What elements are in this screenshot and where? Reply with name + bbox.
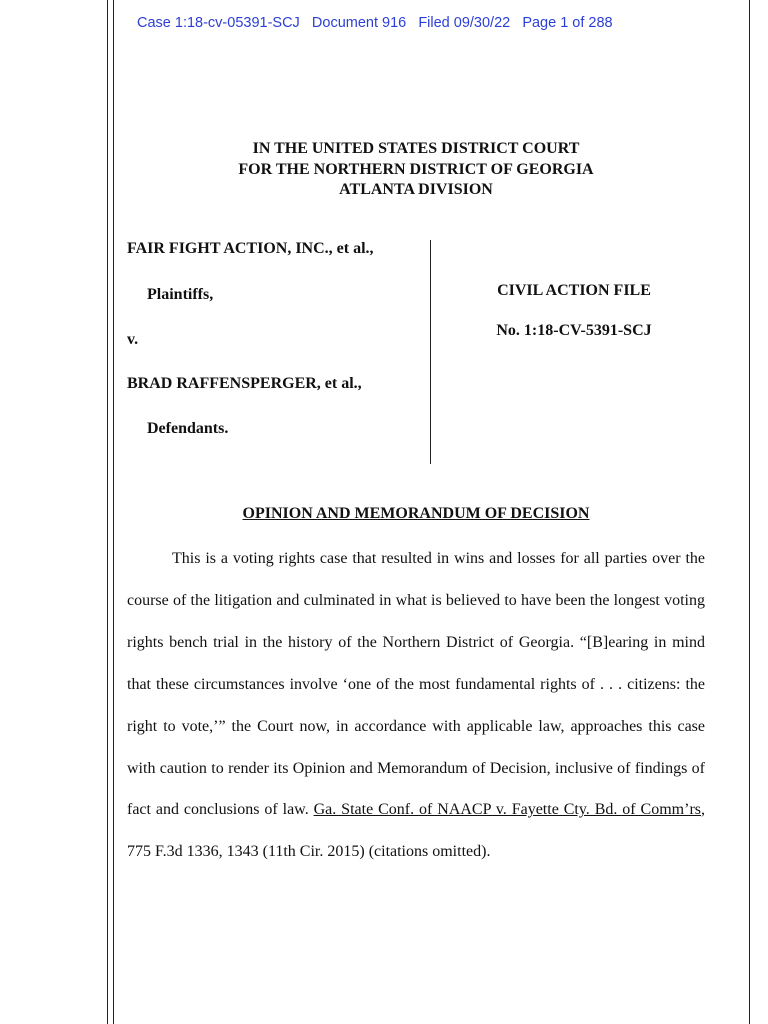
- plaintiff-role: Plaintiffs,: [147, 286, 214, 303]
- page-edge-left-inner: [113, 0, 114, 1024]
- opening-paragraph: [127, 538, 705, 873]
- citation-reporter: , 775 F.3d 1336, 1343 (11th Cir. 2015) (citations omitted).: [127, 801, 705, 861]
- versus: v.: [127, 331, 139, 348]
- defendant-name: BRAD RAFFENSPERGER, et al.,: [127, 375, 362, 392]
- opinion-body: [127, 538, 705, 873]
- stamp-page: Page 1 of 288: [522, 15, 613, 31]
- caption-divider: [430, 240, 431, 464]
- stamp-document: Document 916: [311, 15, 407, 31]
- court-line-3: ATLANTA DIVISION: [339, 181, 493, 198]
- defendant-role: Defendants.: [147, 420, 229, 437]
- paragraph-text: This is a voting rights case that resulted in wins and losses for all parties over the course of the litigation and culminated in what is believed to have been the longest voting rights bench trial in the history of the Northern District of Georgia. “[B]earing in mind that these circumstances involve ‘one of the most fundamental rights of . . . citizens: the right to vote,’” the Court now, in accordance with applicable law, approaches this case with caution to render its Opinion and Memorandum of Decision, inclusive of findings of fact and conclusions of law.: [127, 550, 705, 819]
- court-line-2: FOR THE NORTHERN DISTRICT OF GEORGIA: [238, 160, 594, 178]
- filing-header-stamp: [137, 15, 613, 31]
- plaintiff-name: FAIR FIGHT ACTION, INC., et al.,: [127, 240, 374, 257]
- stamp-filed: Filed 09/30/22: [418, 15, 511, 31]
- case-citation: Ga. State Conf. of NAACP v. Fayette Cty. Bd. of Comm’rs: [313, 801, 701, 819]
- court-line-1: IN THE UNITED STATES DISTRICT COURT: [252, 140, 580, 157]
- court-heading: [128, 139, 704, 201]
- page-edge-right: [749, 0, 750, 1024]
- case-number: No. 1:18-CV-5391-SCJ: [496, 322, 652, 339]
- document-title: OPINION AND MEMORANDUM OF DECISION: [242, 505, 590, 522]
- stamp-case: Case 1:18-cv-05391-SCJ: [137, 15, 300, 31]
- civil-action-label: CIVIL ACTION FILE: [497, 282, 651, 299]
- page-edge-left-outer: [107, 0, 108, 1024]
